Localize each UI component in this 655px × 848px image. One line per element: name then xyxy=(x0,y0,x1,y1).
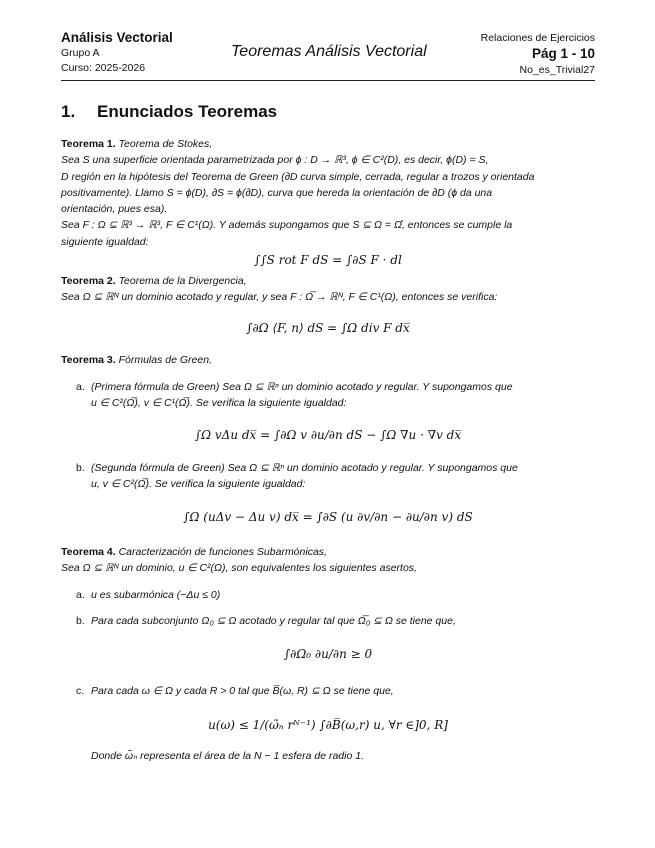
theorem-1-line-2: D región en la hipótesis del Teorema de Green (∂D curva simple, cerrada, regular a trozos y orientada xyxy=(61,170,535,183)
item-b-line-1: (Segunda fórmula de Green) Sea Ω ⊆ ℝⁿ un dominio acotado y regular. Y supongamos que xyxy=(91,461,518,474)
header-right xyxy=(481,30,595,78)
theorem-4-name: Caracterización de funciones Subarmónicas, xyxy=(118,546,327,559)
theorem-1-line-3: positivamente). Llamo S = ϕ(D), ∂S = ϕ(∂D), curva que hereda la orientación de ∂D (ϕ da una xyxy=(61,186,493,199)
theorem-3-item-b xyxy=(61,460,595,493)
theorem-1-line-1: Sea S una superficie orientada parametrizada por ϕ : D → ℝ³, ϕ ∈ C²(D), es decir, ϕ(D) = S, xyxy=(61,154,489,167)
item-b-label: b. xyxy=(76,461,85,474)
t4-item-a-line-1: u es subarmónica (−Δu ≤ 0) xyxy=(91,588,221,601)
header-rule xyxy=(61,80,595,81)
theorem-3-name: Fórmulas de Green, xyxy=(118,353,212,366)
section-number: 1. xyxy=(61,102,76,121)
theorem-2-label: Teorema 2. xyxy=(61,275,116,288)
t4-item-c-line-1: Para cada ω ∈ Ω y cada R > 0 tal que B̅(ω, R) ⊆ Ω se tiene que, xyxy=(91,685,394,698)
author: No_es_Trivial27 xyxy=(519,64,595,76)
theorem-2 xyxy=(61,273,595,335)
theorem-1-line-5: Sea F : Ω ⊆ ℝ³ → ℝ³, F ∈ C¹(Ω). Y además supongamos que S ⊆ Ω = Ω̊, entonces se cumple la xyxy=(61,219,513,232)
theorem-4-item-c xyxy=(61,683,595,699)
section-heading xyxy=(61,102,277,122)
t4-item-c-line-2: Donde ω̃ₙ representa el área de la N − 1 esfera de radio 1. xyxy=(91,749,364,762)
item-b-line-2: u, v ∈ C²(Ω̅). Se verifica la siguiente igualdad: xyxy=(91,477,306,490)
theorem-3-item-a xyxy=(61,379,595,412)
theorem-3 xyxy=(61,352,595,524)
theorem-4-label: Teorema 4. xyxy=(61,546,116,559)
group-label: Grupo A xyxy=(61,47,100,59)
section-title: Enunciados Teoremas xyxy=(97,102,278,121)
t4-item-b-label: b. xyxy=(76,615,85,628)
t4-item-a-label: a. xyxy=(76,588,85,601)
doc-type: Relaciones de Ejercicios xyxy=(480,32,595,44)
theorem-4-line-1: Sea Ω ⊆ ℝᴺ un dominio, u ∈ C²(Ω), son equivalentes los siguientes asertos, xyxy=(61,562,417,575)
page-header xyxy=(61,30,595,80)
theorem-2-name: Teorema de la Divergencia, xyxy=(118,275,247,288)
subharmonic-flux-equation: ∫∂Ω₀ ∂u/∂n ≥ 0 xyxy=(283,647,373,662)
theorem-4-item-b xyxy=(61,613,595,629)
theorem-1-label: Teorema 1. xyxy=(61,138,116,150)
document-title: Teoremas Análisis Vectorial xyxy=(231,43,427,60)
divergence-equation: ∫∂Ω ⟨F, n⟩ dS = ∫Ω div F dx̅ xyxy=(246,320,410,335)
page-number: Pág 1 - 10 xyxy=(531,46,595,61)
theorem-1 xyxy=(61,136,595,267)
item-a-line-1: (Primera fórmula de Green) Sea Ω ⊆ ℝⁿ un dominio acotado y regular. Y supongamos que xyxy=(91,380,513,393)
t4-item-b-line-1: Para cada subconjunto Ω₀ ⊆ Ω acotado y regular tal que Ω̅₀ ⊆ Ω se tiene que, xyxy=(91,615,456,628)
theorem-1-name: Teorema de Stokes, xyxy=(118,138,213,150)
stokes-equation: ∫∫S rot F dS = ∫∂S F · dl xyxy=(254,253,402,268)
green-first-equation: ∫Ω vΔu dx̅ = ∫∂Ω v ∂u/∂n dS − ∫Ω ∇u · ∇v dx̅ xyxy=(194,427,462,442)
main-content xyxy=(61,136,595,764)
mean-value-inequality: u(ω) ≤ 1/(ω̃ₙ rᴺ⁻¹) ∫∂B̅(ω,r) u, ∀r ∈]0, R] xyxy=(208,717,448,732)
theorem-4 xyxy=(61,544,595,764)
theorem-4-item-a xyxy=(61,587,595,603)
course-name: Análisis Vectorial xyxy=(61,30,173,45)
theorem-4-item-c-note xyxy=(61,748,595,764)
academic-year: Curso: 2025-2026 xyxy=(61,62,146,74)
header-left xyxy=(61,30,173,76)
theorem-1-line-6: siguiente igualdad: xyxy=(61,235,149,248)
item-a-label: a. xyxy=(76,380,85,393)
theorem-2-line-1: Sea Ω ⊆ ℝᴺ un dominio acotado y regular, y sea F : Ω̅ → ℝᴺ, F ∈ C¹(Ω), entonces se verifica: xyxy=(61,291,498,304)
green-second-equation: ∫Ω (uΔv − Δu v) dx̅ = ∫∂S (u ∂v/∂n − ∂u/∂n v) dS xyxy=(183,510,473,525)
theorem-1-line-4: orientación, pues esa). xyxy=(61,203,168,216)
item-a-line-2: u ∈ C²(Ω̅), v ∈ C¹(Ω̅). Se verifica la siguiente igualdad: xyxy=(91,397,347,410)
theorem-3-label: Teorema 3. xyxy=(61,353,116,366)
t4-item-c-label: c. xyxy=(76,685,85,698)
